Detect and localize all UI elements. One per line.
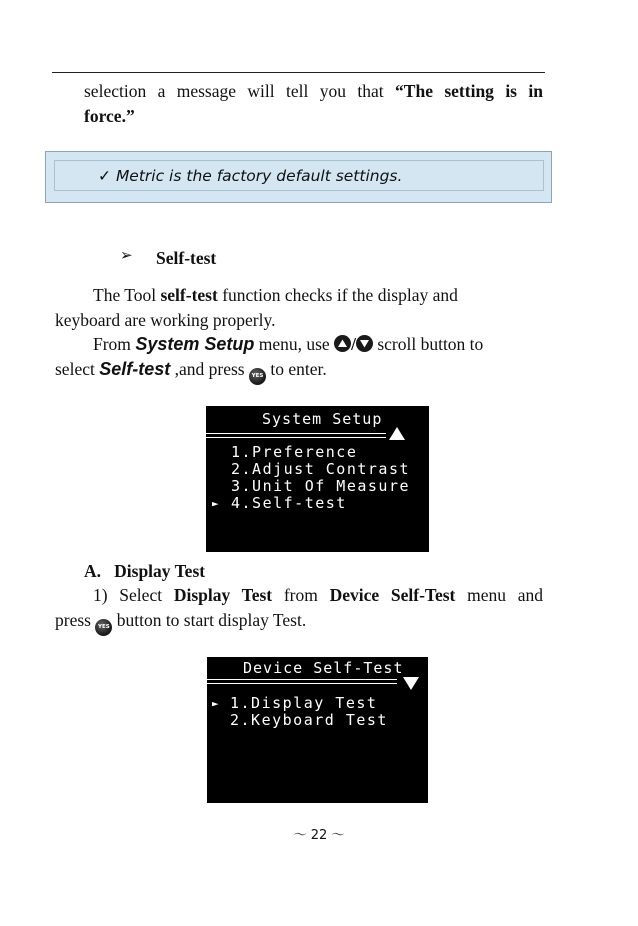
title-underline <box>207 683 397 684</box>
continued-line-2: force.” <box>84 106 135 126</box>
arrow-bullet-icon: ➢ <box>120 246 133 264</box>
page-number: ～ 22 ～ <box>293 828 345 843</box>
menu-item-selected: 4.Self-test <box>231 494 347 512</box>
intro-line-4: select Self-test ,and press YES to enter. <box>55 358 327 385</box>
scroll-down-arrow-icon <box>403 677 419 690</box>
screen-title: System Setup <box>262 410 383 428</box>
intro-line-1: The Tool self-test function checks if the display and <box>93 285 458 305</box>
device-self-test-screen <box>207 657 428 803</box>
screen-title: Device Self-Test <box>243 659 404 677</box>
title-underline <box>206 433 386 434</box>
display-test-step-1: 1) Select Display Test from Device Self-Test menu and <box>93 585 543 605</box>
menu-item: 2.Keyboard Test <box>230 711 388 729</box>
intro-line-2: keyboard are working properly. <box>55 310 276 330</box>
checkmark-icon: ✓ <box>98 167 111 185</box>
section-title: Self-test <box>156 248 217 268</box>
scroll-down-button-icon <box>356 335 373 352</box>
menu-item: 3.Unit Of Measure <box>231 477 411 495</box>
menu-item: 2.Adjust Contrast <box>231 460 411 478</box>
menu-item: 1.Preference <box>231 443 358 461</box>
display-test-step-1-line-2: press YES button to start display Test. <box>55 609 306 636</box>
display-test-heading: A. Display Test <box>84 561 206 581</box>
menu-cursor-icon: ► <box>212 697 219 710</box>
yes-button-icon: YES <box>95 619 112 636</box>
menu-item-selected: 1.Display Test <box>230 694 378 712</box>
menu-cursor-icon: ► <box>212 497 219 510</box>
scroll-up-arrow-icon <box>389 427 405 440</box>
title-underline <box>206 437 386 438</box>
system-setup-screen <box>206 406 429 552</box>
scroll-up-button-icon <box>334 335 351 352</box>
intro-line-3: From System Setup menu, use / scroll button to <box>93 334 484 354</box>
continued-line-1: selection a message will tell you that “The setting is in <box>84 81 543 101</box>
title-underline <box>207 679 397 680</box>
yes-button-icon: YES <box>249 368 266 385</box>
note-text: ✓ Metric is the factory default settings. <box>98 167 403 185</box>
header-rule <box>52 72 545 73</box>
